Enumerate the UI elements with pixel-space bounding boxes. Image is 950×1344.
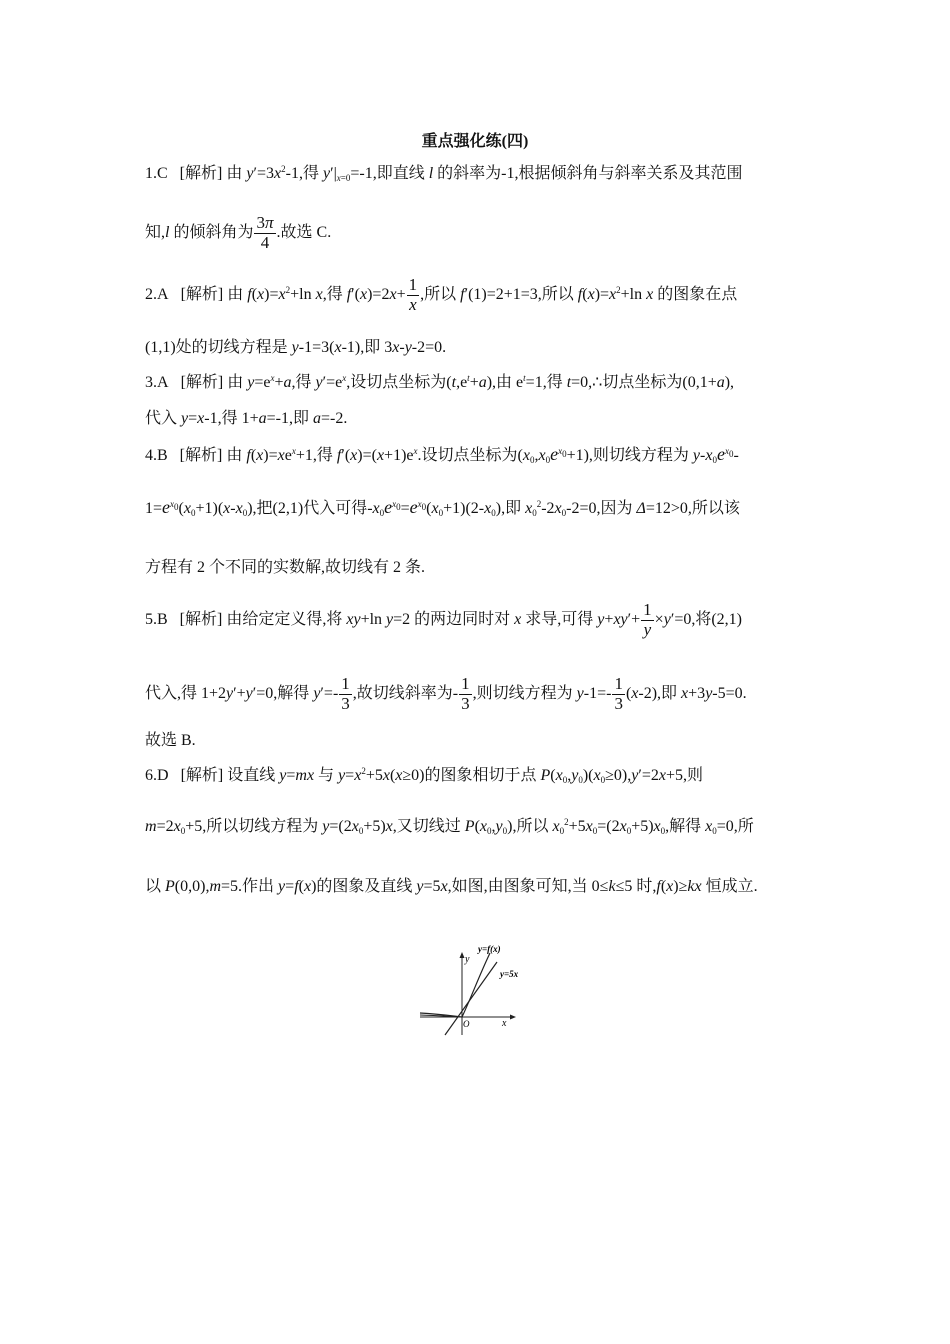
answer-5-line-1: 5.B [解析] 由给定定义得,将 xy+ln y=2 的两边同时对 x 求导,可得 y+xy′+ $\frac{1}{y}$ ×y′=0,将(2,1) xyxy=(145,600,742,639)
fraction: $\frac{1}{3}$ xyxy=(461,674,470,713)
answer-1-tag: [解析] xyxy=(179,165,223,182)
x-axis-label: x xyxy=(502,1018,507,1029)
origin-label: O xyxy=(463,1019,470,1029)
fraction: $\frac{3\pi}{4}$ xyxy=(256,213,274,252)
answer-4-tag: [解析] xyxy=(179,447,223,464)
answer-2-number: 2.A xyxy=(145,285,169,303)
answer-6-line-3: 以 P(0,0),m=5.作出 y=f(x)的图象及直线 y=5x,如图,由图象可知,当 0≤k≤5 时,f(x)≥kx 恒成立. xyxy=(145,878,758,895)
page-title: 重点强化练(四) xyxy=(421,133,529,150)
y-axis-arrow xyxy=(460,952,465,958)
answer-3-line-1: 3.A [解析] 由 $y=e^x+a$,得 $y'=e^x$,设切点坐标为$(t,e^t+a)$,由 $e^t=1$,得 t=0,∴切点坐标为(0,1+a), xyxy=(145,373,735,391)
answer-1-line-2: 知,l 的倾斜角为 $\frac{3\pi}{4}$ .故选 C. xyxy=(145,213,332,252)
function-graph xyxy=(415,940,535,1040)
answer-2-tag: [解析] xyxy=(180,285,224,303)
fraction: $\frac{1}{y}$ xyxy=(643,600,652,639)
answer-1-line-1: 1.C [解析] 由 $y'=3x^2-1$,得 $y'|_{x=0}=-1$,即直线 l 的斜率为-1,根据倾斜角与斜率关系及其范围 xyxy=(145,164,743,183)
answer-1-number: 1.C xyxy=(145,165,168,182)
answer-3-number: 3.A xyxy=(145,374,169,391)
fraction: $\frac{1}{x}$ xyxy=(408,275,418,314)
line-label: y=5x xyxy=(500,969,519,979)
answer-4-line-3: 方程有 2 个不同的实数解,故切线有 2 条. xyxy=(145,559,426,576)
answer-6-line-1: 6.D [解析] 设直线 y=mx 与 $y=x^2+5x(x\ge 0)$的图象相切于点 $P(x_0,y_0)(x_0\ge 0),y'=2x+5$,则 xyxy=(145,766,703,785)
x-axis-arrow xyxy=(510,1015,516,1020)
line-5x xyxy=(445,962,497,1035)
fraction: $\frac{1}{3}$ xyxy=(341,674,350,713)
answer-3-line-2: 代入 y=x-1,得 1+a=-1,即 a=-2. xyxy=(145,410,348,427)
fraction: $\frac{1}{3}$ xyxy=(614,674,623,713)
curve-label: y=f(x) xyxy=(478,944,501,954)
curve-fx xyxy=(420,953,490,1017)
answer-2-line-1: 2.A [解析] 由 $f(x)=x^2+\ln$ x,得 f′(x)=2x+ $\frac{1}{x}$ ,所以 f′(1)=2+1=3,所以 $f(x)=x^2+\ln$ x 的图象在点 xyxy=(145,275,738,314)
answer-4-number: 4.B xyxy=(145,447,168,464)
y-axis-label: y xyxy=(465,954,470,965)
answer-6-number: 6.D xyxy=(145,767,169,784)
answer-6-line-2: $m=2x_0+5$,所以切线方程为 $y=(2x_0+5)x$,又切线过 $P(x_0,y_0)$,所以 $x_0^2+5x_0=(2x_0+5)x_0$,解得 $x_0=0$,所 xyxy=(145,817,754,836)
answer-5-line-2: 代入,得 1+2y′+y′=0,解得 y′=- $\frac{1}{3}$ ,故切线斜率为- $\frac{1}{3}$ ,则切线方程为 y-1=- $\frac{1}{3}$ (x-2),即 x+3y-5=0. xyxy=(145,674,747,713)
answer-5-line-3: 故选 B. xyxy=(145,732,196,749)
answer-4-line-1: 4.B [解析] 由 $f(x)=xe^x+1$,得 $f'(x)=(x+1)e^x$.设切点坐标为$(x_0,x_0e^{x_0}+1)$,则切线方程为 $y-x_0e^{x_0}-$ xyxy=(145,444,739,465)
answer-5-number: 5.B xyxy=(145,610,168,628)
answer-4-line-2: $1=e^{x_0}(x_0+1)(x-x_0)$,把(2,1)代入可得$-x_0e^{x_0}=e^{x_0}(x_0+1)(2-x_0)$,即 $x_0^2-2x_0-2=0$,因为 Δ=12>0,所以该 xyxy=(145,497,740,518)
answer-6-tag: [解析] xyxy=(180,767,224,784)
answer-5-tag: [解析] xyxy=(179,610,223,628)
answer-3-tag: [解析] xyxy=(180,374,224,391)
answer-2-line-2: (1,1)处的切线方程是 y-1=3(x-1),即 3x-y-2=0. xyxy=(145,339,447,356)
